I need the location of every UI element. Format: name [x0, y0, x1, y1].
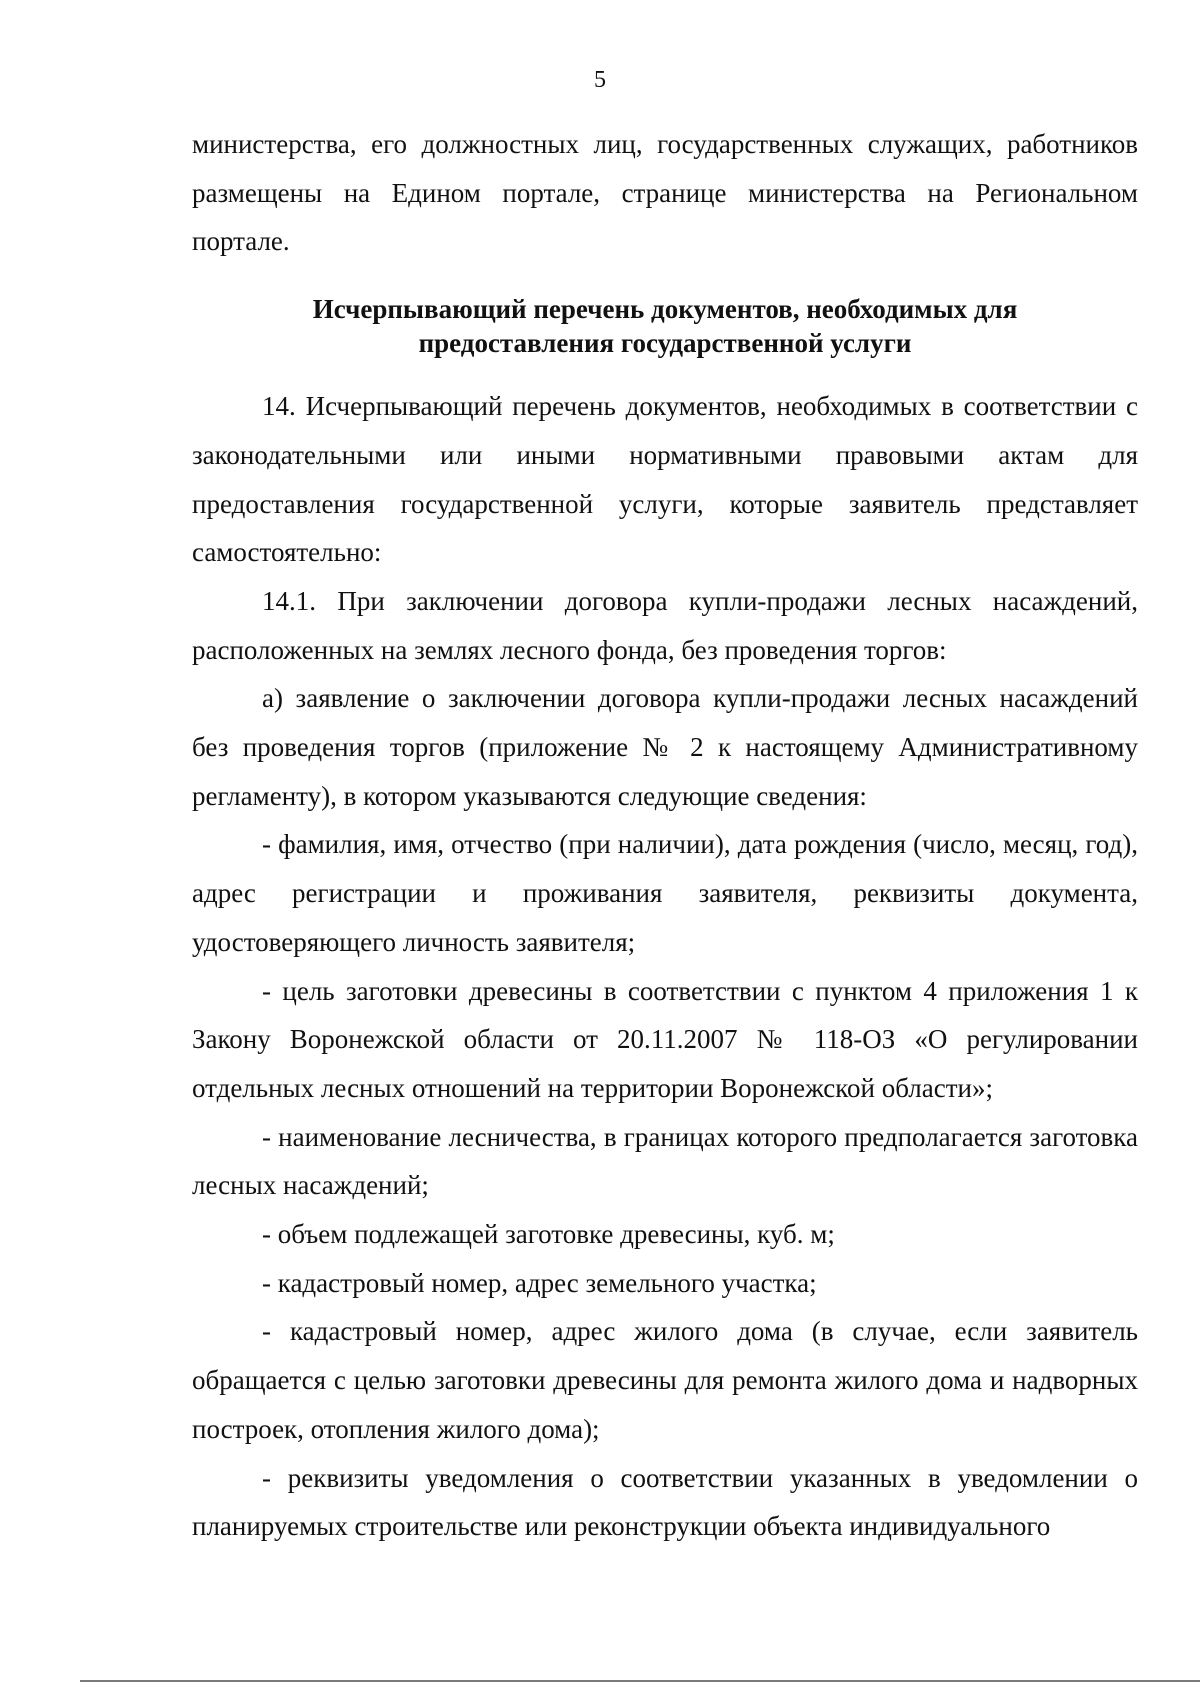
page-bottom-edge	[80, 1680, 1200, 1682]
paragraph-14: 14. Исчерпывающий перечень документов, необходимых в соответствии с законодательными или иными нормативными правовыми актам для предоставления государственной услуги, которые заявитель представляет самостоятельно:	[192, 391, 1138, 568]
paragraph-14-1: 14.1. При заключении договора купли-продажи лесных насаждений, расположенных на землях лесного фонда, без проведения торгов:	[192, 585, 1138, 665]
section-heading-line: Исчерпывающий перечень документов, необходимых для	[312, 294, 1018, 325]
list-item-forestry-name: - наименование лесничества, в границах которого предполагается заготовка лесных насаждений;	[192, 1121, 1138, 1201]
list-item-house: - кадастровый номер, адрес жилого дома (в случае, если заявитель обращается с целью заготовки древесины для ремонта жилого дома и надворных построек, отопления жилого дома);	[192, 1316, 1138, 1444]
document-body	[192, 120, 1138, 1551]
paragraph-a-application: а) заявление о заключении договора купли-продажи лесных насаждений без проведения торгов (приложение № 2 к настоящему Административному регламенту), в котором указываются следующие сведения:	[192, 683, 1138, 811]
intro-line: министерства, его должностных лиц, государственных служащих, работников	[192, 129, 1138, 159]
list-item-notification-details: - реквизиты уведомления о соответствии указанных в уведомлении о планируемых строительстве или реконструкции объекта индивидуального	[192, 1462, 1138, 1542]
page-number: 5	[594, 67, 606, 93]
intro-paragraph	[192, 120, 1138, 266]
list-item-harvest-purpose: - цель заготовки древесины в соответствии с пунктом 4 приложения 1 к Закону Воронежской области от 20.11.2007 № 118-ОЗ «О регулировании отдельных лесных отношений на территории Воронежской области»;	[192, 975, 1138, 1103]
list-item-land-plot: - кадастровый номер, адрес земельного участка;	[262, 1267, 817, 1298]
list-item-volume: - объем подлежащей заготовке древесины, куб. м;	[262, 1219, 835, 1250]
section-heading-line: предоставления государственной услуги	[418, 328, 912, 359]
section-heading	[192, 292, 1138, 360]
list-item-applicant-details: - фамилия, имя, отчество (при наличии), дата рождения (число, месяц, год), адрес регистрации и проживания заявителя, реквизиты документа, удостоверяющего личность заявителя;	[192, 829, 1138, 957]
intro-line: портале.	[192, 226, 290, 257]
intro-line: размещены на Едином портале, странице министерства на Региональном	[192, 177, 1138, 208]
